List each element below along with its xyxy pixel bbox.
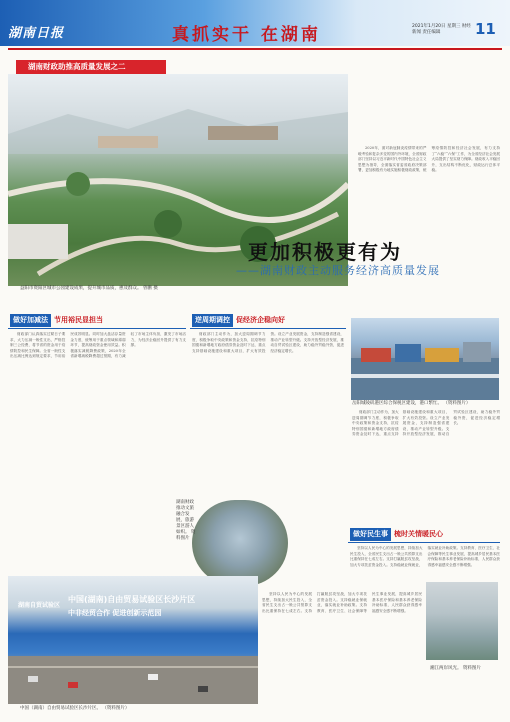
scenic-photo-caption: 湖南财政推动文旅融合发展，旅游景区游人如织。 资料图片 <box>176 500 196 541</box>
building-sign-main: 中国(湖南)自由贸易试验区长沙片区 <box>68 595 196 604</box>
newspaper-logo: 湖南日报 <box>8 26 65 41</box>
harbor-illustration <box>351 318 499 400</box>
section-tag: 做好民生事 <box>350 528 391 541</box>
section-head-livelihood <box>350 528 500 541</box>
section-head-frugal <box>10 314 180 327</box>
section-title: 促经济企稳向好 <box>236 316 285 324</box>
section-divider <box>190 328 346 329</box>
section-head-countercyclical <box>192 314 342 327</box>
page-number: 11 <box>475 20 496 38</box>
photo-river <box>426 582 498 660</box>
article-column-a: 财政部门认真落实过紧日子要求，大力压减一般性支出，严格控制三公经费，将节省的资金用于疫情防控和民生保障。全省一般性支出压减比例达到规定要求，节用裕民成效明显。同时加大盘活存量资金力度，统筹用于重点领域和薄弱环节，提高财政资金使用效益。积极落实减税降费政策，2020年全省新增减税降费超过预期，有力减轻了市场主体负担，激发了市场活力，为经济企稳回升提供了有力支撑。 <box>10 332 186 359</box>
header-divider <box>8 48 502 50</box>
park-photo-caption: 益阳市资阳区城市公园建设成果，提升城市品质，惠及群众。 曾鹏 摄 <box>20 286 158 291</box>
harbor-photo-caption: 岳阳城陵矶港区综合保税区建设，港口繁忙。 （资料图片） <box>352 401 471 406</box>
building-sign-left: 湖南自贸试验区 <box>18 602 61 609</box>
intro-text: 2020年，面对新冠肺炎疫情带来的严峻考验和复杂多变的国内外环境，全省财政部门坚持以习近平新时代中国特色社会主义思想为指导，全面落实省委省政府决策部署，更加积极有为地实施积极财政政策，统筹疫情防控和经济社会发展，有力支持了“六稳”“六保”工作，为全省经济社会发展大局提供了坚实财力保障。财政收入平稳回升，支出结构不断优化，财政运行总体平稳。 <box>358 146 500 173</box>
photo-free-trade-zone <box>8 576 258 704</box>
photo-scenic-area <box>192 500 288 586</box>
issue-date: 2021年1月20日 星期三 财经新闻 责任编辑 <box>412 24 471 35</box>
street-illustration <box>8 656 258 704</box>
section-divider <box>8 328 186 329</box>
river-photo-caption: 湘江两岸风光。 资料图片 <box>430 666 481 671</box>
section-divider <box>348 542 500 543</box>
article-column-c: 坚持以人民为中心的发展思想，持续加大民生投入，全省民生支出占一般公共预算支出比重保持在七成左右。支持打赢脱贫攻坚战，加大专项扶贫资金投入。支持稳就业保就业，落实就业补助政策。支持教育、医疗卫生、社会保障等民生事业发展，提高城乡居民基本医疗保险和基本养老保险补助标准，人民群众获得感幸福感安全感不断增强。 <box>262 592 422 613</box>
building-photo-caption: 中国（湖南）自由贸易试验区长沙片区。 （资料图片） <box>20 706 130 711</box>
page-slogan: 真抓实干 在湖南 <box>172 25 321 45</box>
series-label: 湖南财政助推高质量发展之二 <box>16 60 166 74</box>
section-title: 节用裕民显担当 <box>54 316 103 324</box>
building-sign-sub: 中非经贸合作 促进创新示范园 <box>68 609 162 617</box>
section-title: 梳时关情暖民心 <box>394 530 443 538</box>
article-column-b2: 财政部门主动作为，加大逆周期调节力度，积极争取中央政策和资金支持，抗疫特别国债和新增地方政府债券资金及时下达，重点支持基础设施建设和重大项目，扩大有效投资。设立产业发展资金，支持制造强省建设，推动产业转型升级。支持开放型经济发展，推动自贸试验区建设，助力稳外贸稳外资，促进经济稳定增长。 <box>352 410 500 437</box>
subheadline: ——湖南财政主动服务经济高质量发展 <box>236 264 440 277</box>
section-tag: 逆周期调控 <box>192 314 233 327</box>
headline: 更加积极更有为 <box>248 240 402 264</box>
photo-harbor <box>351 318 499 400</box>
section-tag: 做好加减法 <box>10 314 51 327</box>
article-column-c-top: 坚持以人民为中心的发展思想，持续加大民生投入，全省民生支出占一般公共预算支出比重保持在七成左右。支持打赢脱贫攻坚战，加大专项扶贫资金投入。支持稳就业保就业，落实就业补助政策。支持教育、医疗卫生、社会保障等民生事业发展，提高城乡居民基本医疗保险和基本养老保险补助标准，人民群众获得感幸福感安全感不断增强。 <box>350 546 500 567</box>
article-column-b: 财政部门主动作为，加大逆周期调节力度，积极争取中央政策和资金支持，抗疫特别国债和新增地方政府债券资金及时下达，重点支持基础设施建设和重大项目，扩大有效投资。设立产业发展资金，支持制造强省建设，推动产业转型升级。支持开放型经济发展，推动自贸试验区建设，助力稳外贸稳外资，促进经济稳定增长。 <box>192 332 344 353</box>
